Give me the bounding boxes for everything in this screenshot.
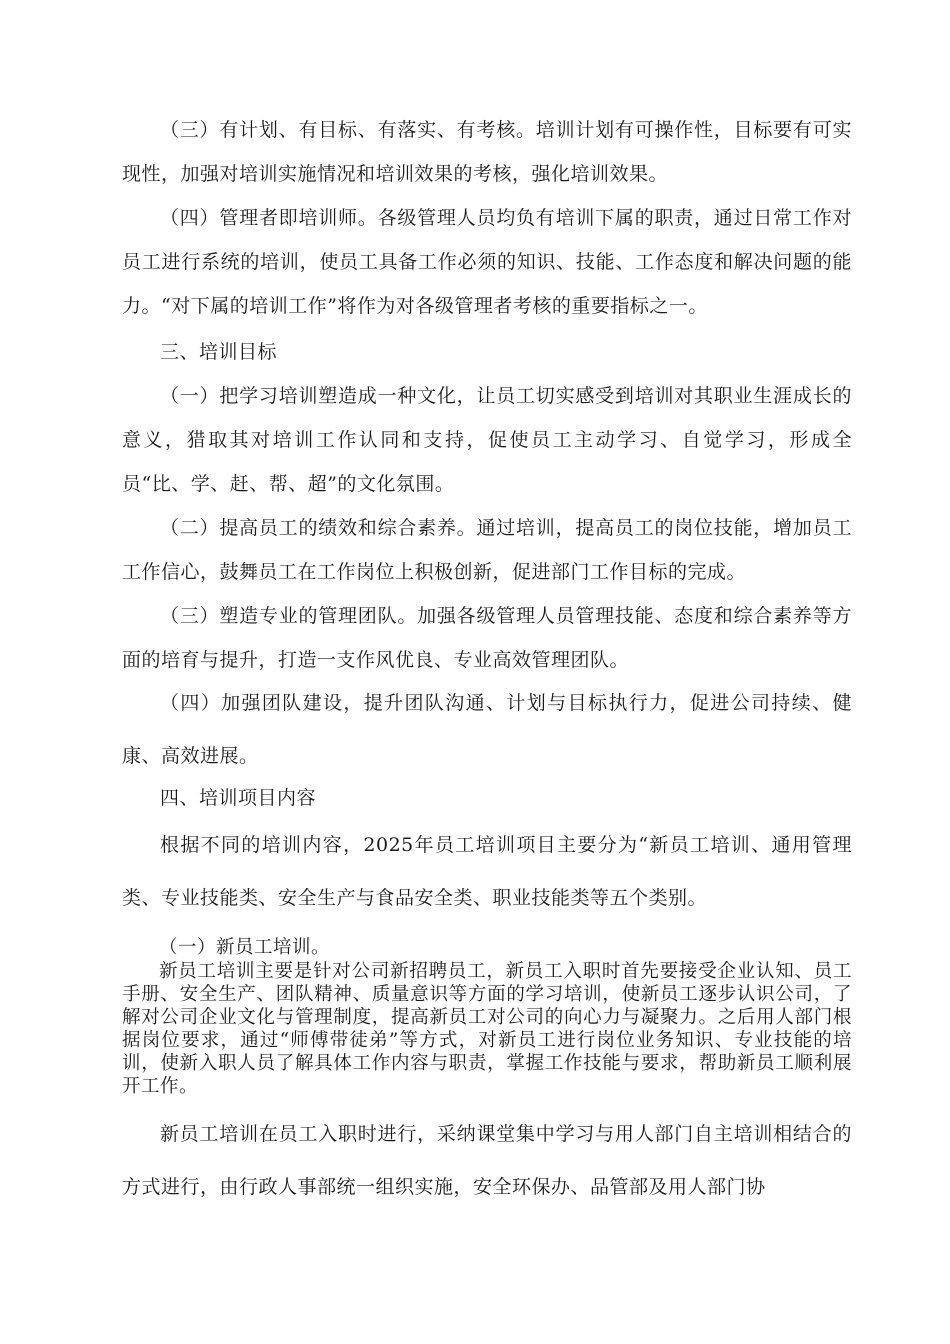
paragraph-new-employee-detail: 新员工培训主要是针对公司新招聘员工，新员工入职时首先要接受企业认知、员工手册、安全生产、团队精神、质量意识等方面的学习培训，使新员工逐步认识公司，了解对公司企业文化与管理制度，提高新员工对公司的向心力与凝聚力。之后用人部门根据岗位要求，通过“师傅带徒弟”等方式，对新员工进行岗位业务知识、专业技能的培训，使新入职人员了解具体工作内容与职责，掌握工作技能与要求，帮助新员工顺利展开工作。: [122, 961, 852, 1097]
paragraph-goal-4: （四）加强团队建设，提升团队沟通、计划与目标执行力，促进公司持续、健康、高效进展。: [122, 692, 852, 767]
paragraph-goal-1: （一）把学习培训塑造成一种文化，让员工切实感受到培训对其职业生涯成长的意义，猎取其对培训工作认同和支持，促使员工主动学习、自觉学习，形成全员“比、学、赶、帮、超”的文化氛围。: [122, 385, 852, 495]
paragraph-new-employee-method: 新员工培训在员工入职时进行，采纳课堂集中学习与用人部门自主培训相结合的方式进行，由行政人事部统一组织实施，安全环保办、品管部及用人部门协: [122, 1123, 852, 1198]
heading-training-goals: 三、培训目标: [160, 341, 278, 363]
heading-new-employee-training: （一）新员工培训。: [159, 937, 331, 958]
paragraph-goal-3: （三）塑造专业的管理团队。加强各级管理人员管理技能、态度和综合素养等方面的培育与提升，打造一支作风优良、专业高效管理团队。: [122, 605, 852, 671]
paragraph-goal-2: （二）提高员工的绩效和综合素养。通过培训，提高员工的岗位技能，增加员工工作信心，鼓舞员工在工作岗位上积极创新，促进部门工作目标的完成。: [122, 517, 852, 583]
paragraph-principle-3: （三）有计划、有目标、有落实、有考核。培训计划有可操作性，目标要有可实现性，加强对培训实施情况和培训效果的考核，强化培训效果。: [122, 119, 852, 185]
heading-training-content: 四、培训项目内容: [160, 787, 317, 809]
paragraph-content-intro: 根据不同的培训内容，2025年员工培训项目主要分为“新员工培训、通用管理类、专业技能类、安全生产与食品安全类、职业技能类等五个类别。: [122, 834, 852, 909]
paragraph-principle-4: （四）管理者即培训师。各级管理人员均负有培训下属的职责，通过日常工作对员工进行系统的培训，使员工具备工作必须的知识、技能、工作态度和解决问题的能力。“对下属的培训工作”将作为对各级管理者考核的重要指标之一。: [122, 207, 852, 317]
